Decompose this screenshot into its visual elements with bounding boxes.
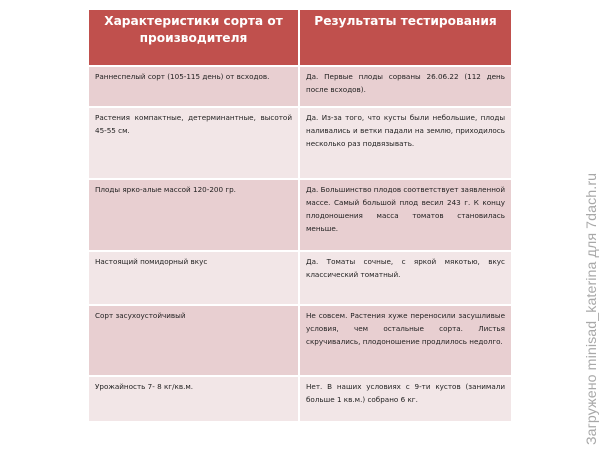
header-results: Результаты тестирования — [299, 10, 511, 66]
characteristic-cell: Урожайность 7- 8 кг/кв.м. — [89, 376, 299, 422]
result-cell: Да. Из-за того, что кусты были небольшие, плоды наливались и ветки падали на землю, приходилось несколько раз подвязывать. — [299, 107, 511, 179]
table-row — [89, 376, 511, 422]
result-cell: Да. Томаты сочные, с яркой мякотью, вкус классический томатный. — [299, 251, 511, 305]
characteristic-cell: Плоды ярко-алые массой 120-200 гр. — [89, 179, 299, 251]
table-row — [89, 179, 511, 251]
table-row — [89, 251, 511, 305]
table-header-row — [89, 10, 511, 66]
result-cell: Не совсем. Растения хуже переносили засушливые условия, чем остальные сорта. Листья скручивались, плодоношение продлилось недолго. — [299, 305, 511, 376]
comparison-table — [89, 10, 511, 423]
watermark-text: Загружено minisad_katerina для 7dach.ru — [584, 172, 600, 445]
characteristic-cell: Сорт засухоустойчивый — [89, 305, 299, 376]
result-cell: Да. Большинство плодов соответствует заявленной массе. Самый большой плод весил 243 г. К концу плодоношения масса томатов становилась меньше. — [299, 179, 511, 251]
characteristic-cell: Раннеспелый сорт (105-115 день) от всходов. — [89, 66, 299, 107]
characteristic-cell: Растения компактные, детерминантные, высотой 45-55 см. — [89, 107, 299, 179]
characteristic-cell: Настоящий помидорный вкус — [89, 251, 299, 305]
table-row — [89, 305, 511, 376]
table-row — [89, 66, 511, 107]
result-cell: Да. Первые плоды сорваны 26.06.22 (112 день после всходов). — [299, 66, 511, 107]
header-characteristics: Характеристики сорта от производителя — [89, 10, 299, 66]
table-row — [89, 107, 511, 179]
result-cell: Нет. В наших условиях с 9-ти кустов (занимали больше 1 кв.м.) собрано 6 кг. — [299, 376, 511, 422]
